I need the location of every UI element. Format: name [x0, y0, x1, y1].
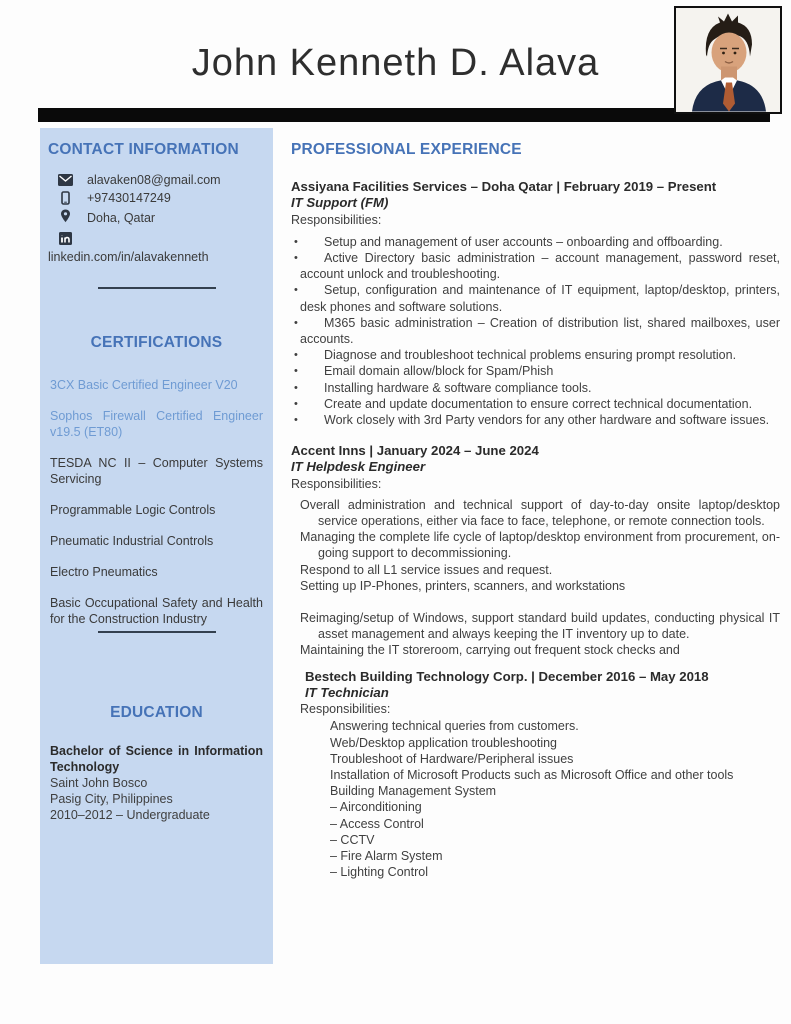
responsibilities-paragraphs	[291, 610, 780, 659]
bullet-marker: •	[294, 365, 298, 378]
responsibilities-label: Responsibilities:	[291, 476, 382, 491]
certification-item: Pneumatic Industrial Controls	[50, 534, 214, 548]
bullet-marker: •	[294, 349, 298, 362]
contact-linkedin: linkedin.com/in/alavakenneth	[48, 250, 209, 264]
bullet-text: Active Directory basic administration – account management, password reset, account unlock and troubleshooting.	[300, 251, 780, 282]
responsibility-line: – CCTV	[330, 832, 375, 847]
contact-email-row	[58, 172, 273, 188]
bullet-marker: •	[294, 397, 298, 410]
email-icon	[58, 173, 73, 187]
sidebar	[40, 128, 273, 964]
education-block	[50, 743, 263, 823]
education-school: Saint John Bosco	[50, 776, 148, 790]
bullet-marker: •	[294, 316, 298, 329]
experience-section-heading: PROFESSIONAL EXPERIENCE	[291, 141, 522, 158]
bullet-item	[291, 347, 780, 363]
contact-phone-row	[58, 190, 273, 206]
page-title: John Kenneth D. Alava	[191, 42, 600, 84]
responsibilities-paragraphs	[291, 497, 780, 594]
bullet-item	[291, 396, 780, 412]
bullet-text: Diagnose and troubleshoot technical problems ensuring prompt resolution.	[324, 348, 737, 363]
bullet-item	[291, 282, 780, 314]
responsibility-line: Troubleshoot of Hardware/Peripheral issues	[330, 751, 574, 766]
job-entry-bestech	[291, 669, 780, 881]
job-entry-assiyana	[291, 179, 780, 428]
certification-item: Electro Pneumatics	[50, 565, 158, 579]
job-company-line: Assiyana Facilities Services – Doha Qatar | February 2019 – Present	[291, 179, 717, 195]
responsibilities-lines	[330, 718, 780, 880]
responsibility-line: Building Management System	[330, 784, 497, 799]
phone-icon	[58, 191, 73, 205]
certification-item: 3CX Basic Certified Engineer V20	[50, 378, 238, 392]
contact-location-text-row	[87, 210, 273, 226]
sidebar-divider-bottom	[98, 631, 216, 633]
certification-item: Sophos Firewall Certified Engineer v19.5 (ET80)	[50, 409, 263, 439]
responsibility-line: Answering technical queries from customers.	[330, 719, 579, 734]
bullet-item	[291, 412, 780, 428]
responsibility-paragraph: Overall administration and technical support of day-to-day onsite laptop/desktop service operations, either via face to face, telephone, or remote connection tools.	[300, 497, 780, 529]
responsibility-paragraph: Setting up IP-Phones, printers, scanners, and workstations	[300, 578, 626, 593]
education-degree: Bachelor of Science in Information Technology	[50, 744, 263, 774]
contact-phone: +97430147249	[87, 191, 171, 205]
job-company-line: Accent Inns | January 2024 – June 2024	[291, 443, 539, 459]
job-title: IT Helpdesk Engineer	[291, 459, 426, 475]
responsibility-paragraph: Managing the complete life cycle of laptop/desktop environment from procurement, on-going support to decommissioning.	[300, 530, 780, 561]
responsibility-line: – Access Control	[330, 816, 424, 831]
bullet-text: Email domain allow/block for Spam/Phish	[324, 364, 554, 379]
bullet-item	[291, 380, 780, 396]
linkedin-icon	[58, 231, 73, 245]
job-entry-accent-inns	[291, 443, 780, 658]
bullet-marker: •	[294, 252, 298, 265]
bullet-text: Create and update documentation to ensure correct technical documentation.	[324, 396, 753, 411]
certifications-list	[50, 377, 263, 627]
education-location: Pasig City, Philippines	[50, 792, 173, 806]
certification-item: Basic Occupational Safety and Health for the Construction Industry	[50, 596, 263, 626]
responsibility-line: Web/Desktop application troubleshooting	[330, 735, 557, 750]
education-years: 2010–2012 – Undergraduate	[50, 808, 210, 822]
bullet-text: M365 basic administration – Creation of distribution list, shared mailboxes, user accounts.	[300, 315, 780, 347]
responsibility-paragraph: Respond to all L1 service issues and request.	[300, 562, 553, 577]
contact-linkedin-row	[58, 230, 273, 246]
responsibility-paragraph: Maintaining the IT storeroom, carrying out frequent stock checks and	[300, 643, 680, 658]
bullet-text: Setup and management of user accounts – onboarding and offboarding.	[324, 234, 723, 249]
experience-column	[291, 142, 780, 880]
profile-photo	[674, 6, 782, 114]
job-company-line: Bestech Building Technology Corp. | December 2016 – May 2018	[305, 668, 709, 684]
job-title: IT Support (FM)	[291, 195, 389, 211]
certification-item: Programmable Logic Controls	[50, 503, 216, 517]
bullet-text: Setup, configuration and maintenance of IT equipment, laptop/desktop, printers, desk phones and software solutions.	[300, 283, 780, 314]
responsibility-line: Installation of Microsoft Products such as Microsoft Office and other tools	[330, 767, 734, 782]
header-divider-bar	[38, 108, 770, 122]
responsibility-line: – Airconditioning	[330, 800, 422, 815]
person-portrait-illustration	[676, 8, 780, 112]
responsibility-line: – Fire Alarm System	[330, 848, 443, 863]
sidebar-divider-top	[98, 287, 216, 289]
job-title: IT Technician	[305, 684, 389, 700]
bullet-item	[291, 315, 780, 347]
education-section-heading: EDUCATION	[110, 704, 203, 721]
responsibilities-bullet-list	[291, 234, 780, 428]
contact-email: alavaken08@gmail.com	[87, 173, 221, 187]
responsibilities-label: Responsibilities:	[300, 702, 391, 717]
location-icon	[58, 209, 73, 223]
bullet-text: Installing hardware & software compliance tools.	[324, 380, 592, 395]
responsibility-line: – Lighting Control	[330, 865, 428, 880]
certifications-section-heading: CERTIFICATIONS	[90, 334, 223, 351]
bullet-item	[291, 234, 780, 250]
certification-item: TESDA NC II – Computer Systems Servicing	[50, 456, 263, 486]
bullet-text: Work closely with 3rd Party vendors for any other hardware and software issues.	[324, 413, 770, 428]
bullet-marker: •	[294, 284, 298, 297]
responsibility-paragraph: Reimaging/setup of Windows, support standard build updates, conducting physical IT asset management and always keeping the IT inventory up to date.	[300, 611, 780, 642]
contact-section-heading: CONTACT INFORMATION	[48, 141, 239, 158]
bullet-item	[291, 363, 780, 379]
bullet-marker: •	[294, 381, 298, 394]
contact-location: Doha, Qatar	[87, 211, 156, 225]
bullet-marker: •	[294, 235, 298, 248]
bullet-item	[291, 250, 780, 282]
responsibilities-label: Responsibilities:	[291, 212, 382, 227]
bullet-marker: •	[294, 414, 298, 427]
